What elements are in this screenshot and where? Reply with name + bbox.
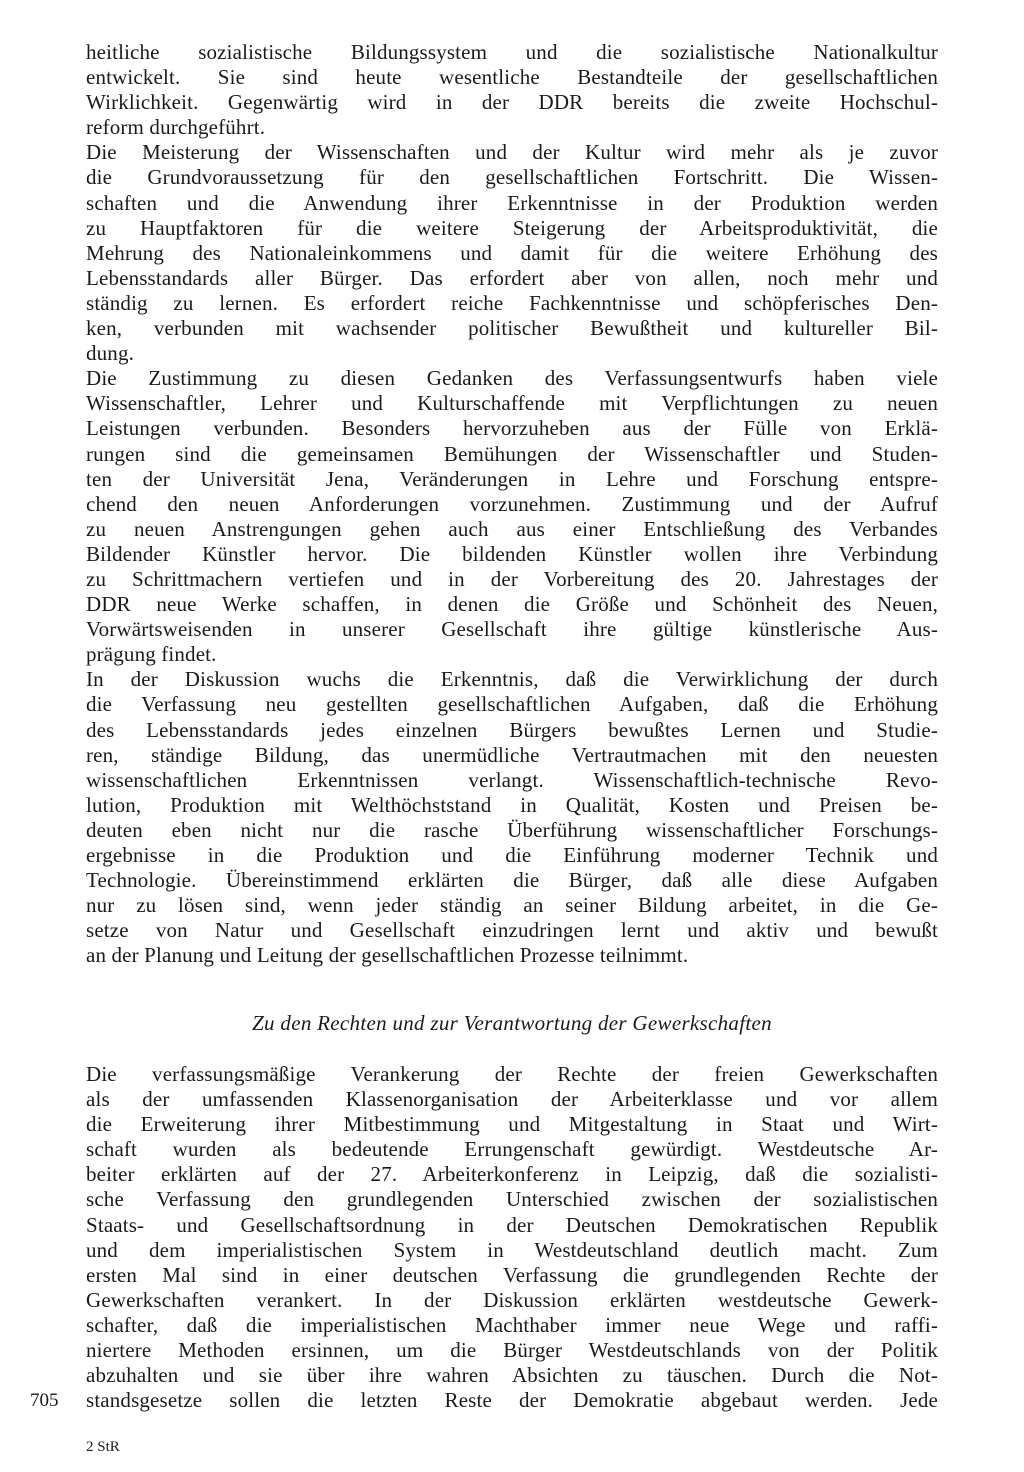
text-line: nur zu lösen sind, wenn jeder ständig an seiner Bildung arbeitet, in die Ge- — [86, 893, 938, 918]
text-line: zu Hauptfaktoren für die weitere Steigerung der Arbeitsproduktivität, die — [86, 215, 938, 240]
text-line: niertere Methoden ersinnen, um die Bürger Westdeutschlands von der Politik — [86, 1338, 938, 1363]
text-line: rungen sind die gemeinsamen Bemühungen der Wissenschaftler und Studen- — [86, 441, 938, 466]
text-line: schafter, daß die imperialistischen Machthaber immer neue Wege und raffi- — [86, 1312, 938, 1337]
text-line: deuten eben nicht nur die rasche Überführung wissenschaftlicher Forschungs- — [86, 817, 938, 842]
paragraph — [86, 366, 938, 667]
text-line: Bildender Künstler hervor. Die bildenden Künstler wollen ihre Verbindung — [86, 541, 938, 566]
paragraph — [86, 667, 938, 968]
text-line: schaft wurden als bedeutende Errungenschaft gewürdigt. Westdeutsche Ar- — [86, 1137, 938, 1162]
paragraph — [86, 40, 938, 140]
text-line: Technologie. Übereinstimmend erklärten die Bürger, daß alle diese Aufgaben — [86, 868, 938, 893]
text-line: abzuhalten und sie über ihre wahren Absichten zu täuschen. Durch die Not- — [86, 1363, 938, 1388]
text-line: Die verfassungsmäßige Verankerung der Rechte der freien Gewerkschaften — [86, 1062, 938, 1086]
text-line: Vorwärtsweisenden in unserer Gesellschaft ihre gültige künstlerische Aus- — [86, 617, 938, 642]
text-line: des Lebensstandards jedes einzelnen Bürgers bewußtes Lernen und Studie- — [86, 717, 938, 742]
text-line: standsgesetze sollen die letzten Reste der Demokratie abgebaut werden. Jede — [86, 1388, 938, 1413]
text-line: an der Planung und Leitung der gesellschaftlichen Prozesse teilnimmt. — [86, 943, 689, 968]
text-line: Wissenschaftler, Lehrer und Kulturschaffende mit Verpflichtungen zu neuen — [86, 391, 938, 416]
text-line: die Grundvoraussetzung für den gesellschaftlichen Fortschritt. Die Wissen- — [86, 165, 938, 190]
text-line: Lebensstandards aller Bürger. Das erfordert aber von allen, noch mehr und — [86, 265, 938, 290]
text-line: prägung findet. — [86, 642, 217, 667]
text-line: ständig zu lernen. Es erfordert reiche Fachkenntnisse und schöpferisches Den- — [86, 290, 938, 315]
text-line: In der Diskussion wuchs die Erkenntnis, daß die Verwirklichung der durch — [86, 667, 938, 692]
text-line: sche Verfassung den grundlegenden Unterschied zwischen der sozialistischen — [86, 1187, 938, 1212]
text-line: Staats- und Gesellschaftsordnung in der Deutschen Demokratischen Republik — [86, 1212, 938, 1237]
text-line: die Erweiterung ihrer Mitbestimmung und Mitgestaltung in Staat und Wirt- — [86, 1112, 938, 1137]
page-number: 705 — [30, 1390, 59, 1411]
text-line: dung. — [86, 341, 134, 366]
text-line: Die Zustimmung zu diesen Gedanken des Verfassungsentwurfs haben viele — [86, 366, 938, 391]
body-text-section-2 — [86, 1062, 938, 1413]
text-line: ersten Mal sind in einer deutschen Verfassung die grundlegenden Rechte der — [86, 1262, 938, 1287]
paragraph — [86, 140, 938, 366]
text-line: lution, Produktion mit Welthöchststand in Qualität, Kosten und Preisen be- — [86, 792, 938, 817]
text-line: zu Schrittmachern vertiefen und in der Vorbereitung des 20. Jahrestages der — [86, 566, 938, 591]
text-line: Leistungen verbunden. Besonders hervorzuheben aus der Fülle von Erklä- — [86, 416, 938, 441]
text-line: Mehrung des Nationaleinkommens und damit für die weitere Erhöhung des — [86, 240, 938, 265]
text-line: entwickelt. Sie sind heute wesentliche Bestandteile der gesellschaftlichen — [86, 65, 938, 90]
text-line: ren, ständige Bildung, das unermüdliche Vertrautmachen mit den neuesten — [86, 742, 938, 767]
text-line: als der umfassenden Klassenorganisation der Arbeiterklasse und vor allem — [86, 1087, 938, 1112]
printer-signature: 2 StR — [86, 1439, 120, 1455]
text-line: schaften und die Anwendung ihrer Erkenntnisse in der Produktion werden — [86, 190, 938, 215]
text-line: Wirklichkeit. Gegenwärtig wird in der DDR bereits die zweite Hochschul- — [86, 90, 938, 115]
body-text-section-1 — [86, 40, 938, 968]
text-line: beiter erklärten auf der 27. Arbeiterkonferenz in Leipzig, daß die sozialisti- — [86, 1162, 938, 1187]
text-line: die Verfassung neu gestellten gesellschaftlichen Aufgaben, daß die Erhöhung — [86, 692, 938, 717]
text-line: DDR neue Werke schaffen, in denen die Größe und Schönheit des Neuen, — [86, 592, 938, 617]
text-line: ergebnisse in die Produktion und die Einführung moderner Technik und — [86, 843, 938, 867]
text-line: ken, verbunden mit wachsender politischer Bewußtheit und kultureller Bil- — [86, 316, 938, 341]
section-heading: Zu den Rechten und zur Verantwortung der Gewerkschaften — [252, 1011, 772, 1035]
text-line: ten der Universität Jena, Veränderungen in Lehre und Forschung entspre- — [86, 466, 938, 491]
text-line: reform durchgeführt. — [86, 115, 266, 140]
text-line: chend den neuen Anforderungen vorzunehmen. Zustimmung und der Aufruf — [86, 491, 938, 516]
text-line: zu neuen Anstrengungen gehen auch aus einer Entschließung des Verbandes — [86, 516, 938, 541]
paragraph — [86, 1062, 938, 1413]
text-line: Die Meisterung der Wissenschaften und der Kultur wird mehr als je zuvor — [86, 140, 938, 165]
text-line: und dem imperialistischen System in Westdeutschland deutlich macht. Zum — [86, 1237, 938, 1262]
text-line: wissenschaftlichen Erkenntnissen verlangt. Wissenschaftlich-technische Revo- — [86, 767, 938, 792]
text-line: Gewerkschaften verankert. In der Diskussion erklärten westdeutsche Gewerk- — [86, 1287, 938, 1312]
text-line: setze von Natur und Gesellschaft einzudringen lernt und aktiv und bewußt — [86, 918, 938, 943]
text-line: heitliche sozialistische Bildungssystem und die sozialistische Nationalkultur — [86, 40, 938, 64]
